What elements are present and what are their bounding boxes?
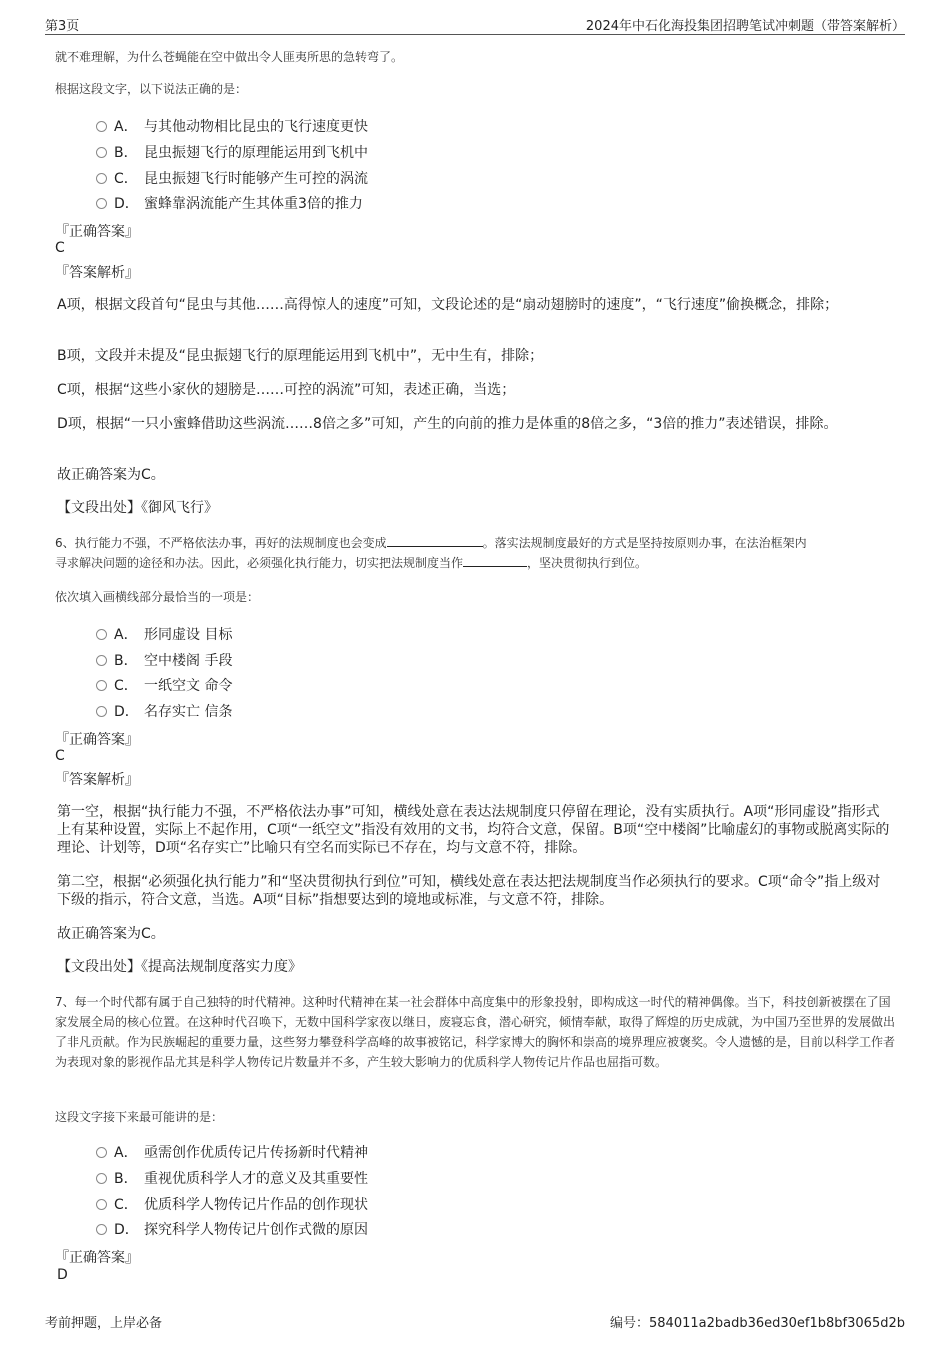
radio-icon[interactable] xyxy=(96,706,107,717)
radio-icon[interactable] xyxy=(96,629,107,640)
document-title: 2024年中石化海投集团招聘笔试冲刺题（带答案解析） xyxy=(585,19,905,34)
q6-prompt: 依次填入画横线部分最恰当的一项是： xyxy=(55,590,260,604)
q6-analysis-label: 『答案解析』 xyxy=(55,772,139,788)
q7-prompt: 这段文字接下来最可能讲的是： xyxy=(55,1110,224,1124)
radio-icon[interactable] xyxy=(96,173,107,184)
q5-answer: C xyxy=(55,240,65,256)
page-header xyxy=(45,14,905,35)
q7-answer-label: 『正确答案』 xyxy=(55,1250,139,1266)
q5-conclusion: 故正确答案为C。 xyxy=(57,467,165,483)
radio-icon[interactable] xyxy=(96,121,107,132)
radio-icon[interactable] xyxy=(96,1147,107,1158)
fill-blank-1 xyxy=(387,534,483,547)
footer-slogan: 考前押题，上岸必备 xyxy=(45,1316,163,1331)
q5-analysis-b: B项，文段并未提及“昆虫振翅飞行的原理能运用到飞机中”，无中生有，排除； xyxy=(57,348,544,364)
fill-blank-2 xyxy=(463,554,527,567)
q5-analysis-a: A项，根据文段首句“昆虫与其他……高得惊人的速度”可知，文段论述的是“扇动翅膀时的速度”，“飞行速度”偷换概念，排除； xyxy=(57,297,839,313)
q5-source: 【文段出处】《御风飞行》 xyxy=(57,500,218,516)
radio-icon[interactable] xyxy=(96,147,107,158)
page-number: 第3页 xyxy=(45,19,80,34)
q7-answer: D xyxy=(57,1267,68,1283)
q5-analysis-c: C项，根据“这些小家伙的翅膀是……可控的涡流”可知，表述正确，当选； xyxy=(57,382,516,398)
radio-icon[interactable] xyxy=(96,1173,107,1184)
radio-icon[interactable] xyxy=(96,1224,107,1235)
page-footer xyxy=(45,1312,905,1332)
q6-source: 【文段出处】《提高法规制度落实力度》 xyxy=(57,959,302,975)
q6-conclusion: 故正确答案为C。 xyxy=(57,926,165,942)
q5-answer-label: 『正确答案』 xyxy=(55,224,139,240)
q5-lead-text: 就不难理解，为什么苍蝇能在空中做出令人匪夷所思的急转弯了。 xyxy=(55,50,404,64)
q6-answer-label: 『正确答案』 xyxy=(55,732,139,748)
q5-prompt: 根据这段文字，以下说法正确的是： xyxy=(55,82,248,96)
radio-icon[interactable] xyxy=(96,198,107,209)
radio-icon[interactable] xyxy=(96,655,107,666)
q5-analysis-label: 『答案解析』 xyxy=(55,265,139,281)
q6-stem: 6、执行能力不强，不严格依法办事，再好的法规制度也会变成 。落实法规制度最好的方式是坚持按原则办事，在法治框架内 寻求解决问题的途径和办法。因此，必须强化执行能力，切实把法规制度当作 ，坚决贯彻执行到位。 xyxy=(55,536,807,570)
q6-analysis-1: 第一空，根据“执行能力不强，不严格依法办事”可知，横线处意在表达法规制度只停留在理论，没有实质执行。A项“形同虚设”指形式上有某种设置，实际上不起作用，C项“一纸空文”指没有效用的文书，均符合文意，保留。B项“空中楼阁”比喻虚幻的事物或脱离实际的理论、计划等，D项“名存实亡”比喻只有空名而实际已不存在，均与文意不符，排除。 xyxy=(57,804,890,856)
radio-icon[interactable] xyxy=(96,1199,107,1210)
q7-stem: 7、每一个时代都有属于自己独特的时代精神。这种时代精神在某一社会群体中高度集中的形象投射，即构成这一时代的精神偶像。当下，科技创新被摆在了国家发展全局的核心位置。在这种时代召唤下，无数中国科学家夜以继日，废寝忘食，潜心研究，倾情奉献，取得了辉煌的历史成就，为中国乃至世界的发展做出了非凡贡献。作为民族崛起的重要力量，这些努力攀登科学高峰的故事被铭记，科学家博大的胸怀和崇高的境界理应被褒奖。令人遗憾的是，目前以科学工作者为表现对象的影视作品尤其是科学人物传记片数量并不多，产生较大影响力的优质科学人物传记片作品也屈指可数。 xyxy=(55,995,896,1069)
q6-answer: C xyxy=(55,748,65,764)
radio-icon[interactable] xyxy=(96,680,107,691)
document-code: 编号：584011a2badb36ed30ef1b8bf3065d2b xyxy=(610,1316,905,1331)
q6-analysis-2: 第二空，根据“必须强化执行能力”和“坚决贯彻执行到位”可知，横线处意在表达把法规制度当作必须执行的要求。C项“命令”指上级对下级的指示，符合文意，当选。A项“目标”指想要达到的境地或标准，与文意不符，排除。 xyxy=(57,874,881,908)
q5-analysis-d: D项，根据“一只小蜜蜂借助这些涡流……8倍之多”可知，产生的向前的推力是体重的8倍之多，“3倍的推力”表述错误，排除。 xyxy=(57,416,838,432)
